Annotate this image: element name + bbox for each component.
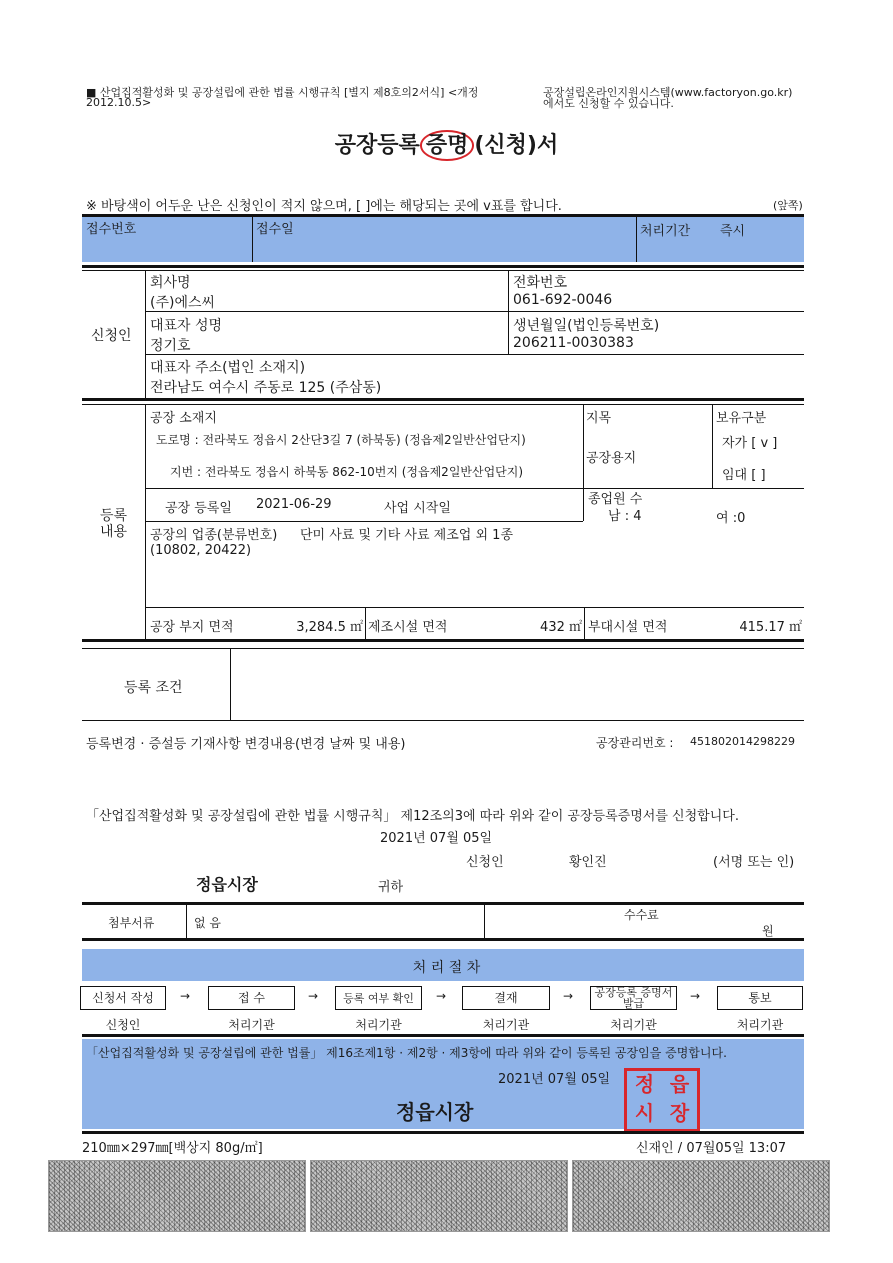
mfg-area-label: 제조시설 면적 — [368, 620, 448, 635]
step-approval: 결재 — [462, 986, 550, 1010]
certification-statement: 「산업집적활성화 및 공장설립에 관한 법률」 제16조제1항 · 제2항 · 제3항에 따라 위와 같이 등록된 공장임을 증명합니다. — [86, 1046, 727, 1060]
registration-date-label: 공장 등록일 — [165, 501, 232, 516]
change-history-label: 등록변경 · 증설등 기재사항 변경내용(변경 날짜 및 내용) — [86, 737, 406, 752]
address-label: 대표자 주소(법인 소재지) — [150, 360, 306, 376]
management-number-label: 공장관리번호 : — [596, 736, 674, 750]
online-system-note: 공장설립온라인지원시스템(www.factoryon.go.kr) — [543, 86, 793, 99]
business-start-label: 사업 시작일 — [384, 501, 451, 516]
online-system-note-2: 에서도 신청할 수 있습니다. — [543, 97, 674, 110]
actor-issue: 처리기관 — [610, 1018, 657, 1032]
recipient: 정읍시장 — [196, 875, 258, 894]
step-issue: 공장등록 증명서발급 — [590, 986, 677, 1010]
aux-area-value: 415.17 ㎡ — [739, 620, 802, 635]
site-area-label: 공장 부지 면적 — [150, 620, 234, 635]
applicant-section-label: 신청인 — [91, 328, 132, 344]
receipt-row — [82, 216, 804, 262]
recipient-suffix: 귀하 — [378, 880, 404, 895]
certification-issuer: 정읍시장 — [396, 1100, 474, 1124]
seal-char-1: 정 — [634, 1072, 655, 1096]
process-title: 처 리 절 차 — [412, 960, 481, 976]
industry-label: 공장의 업종(분류번호) — [150, 528, 278, 543]
phone-label: 전화번호 — [513, 275, 568, 291]
actor-approval: 처리기관 — [482, 1018, 530, 1032]
processing-period-value: 즉시 — [720, 224, 746, 239]
birth-reg-value: 206211-0030383 — [513, 335, 634, 351]
employee-female: 여 :0 — [716, 511, 746, 526]
certification-date: 2021년 07월 05일 — [498, 1072, 611, 1087]
signature-label: (서명 또는 인) — [713, 855, 795, 870]
paper-spec: 210㎜×297㎜[백상지 80g/㎡] — [82, 1141, 263, 1156]
receipt-date-label: 접수일 — [256, 222, 294, 237]
factory-location-label: 공장 소재지 — [150, 411, 217, 426]
law-reference: ■ 산업집적활성화 및 공장설립에 관한 법률 시행규칙 [별지 제8호의2서식] <개정 — [86, 86, 479, 99]
title-part2: (신청)서 — [474, 133, 559, 158]
title-part1: 공장등록 — [334, 133, 420, 158]
application-date: 2021년 07월 05일 — [380, 831, 493, 846]
ownership-label: 보유구분 — [716, 411, 767, 426]
security-barcode-2 — [310, 1160, 568, 1232]
receipt-number-label: 접수번호 — [86, 222, 137, 237]
step-application: 신청서 작성 — [80, 986, 166, 1010]
registration-date-value: 2021-06-29 — [256, 497, 332, 512]
applicant-label: 신청인 — [466, 855, 504, 870]
step-receipt: 접 수 — [208, 986, 295, 1010]
issuance-stamp: 신재인 / 07월05일 13:07 — [636, 1141, 787, 1156]
attachments-label: 첨부서류 — [108, 916, 155, 930]
arrow-1: → — [180, 989, 191, 1003]
law-revision-date: 2012.10.5> — [86, 96, 152, 109]
seal-char-3: 시 — [634, 1101, 655, 1125]
company-name-value: (주)에스씨 — [150, 295, 216, 311]
site-area-value: 3,284.5 ㎡ — [296, 620, 363, 635]
arrow-2: → — [308, 989, 319, 1003]
lot-address: 지번 : 전라북도 정읍시 하북동 862-10번지 (정읍제2일반산업단지) — [170, 465, 524, 479]
fee-unit: 원 — [762, 924, 774, 938]
actor-verify: 처리기관 — [355, 1018, 402, 1032]
step-verify: 등록 여부 확인 — [335, 986, 422, 1010]
registration-section-label-1: 등록 — [100, 508, 128, 524]
seal-char-4: 장 — [669, 1101, 690, 1125]
application-statement: 「산업집적활성화 및 공장설립에 관한 법률 시행규칙」 제12조의3에 따라 위와 같이 공장등록증명서를 신청합니다. — [86, 809, 739, 824]
security-barcode-1 — [48, 1160, 306, 1232]
processing-period-label: 처리기간 — [640, 224, 691, 239]
land-category-value: 공장용지 — [586, 451, 637, 466]
aux-area-label: 부대시설 면적 — [588, 620, 668, 635]
title-circled: 증명 — [420, 130, 475, 161]
arrow-5: → — [690, 989, 701, 1003]
representative-label: 대표자 성명 — [150, 318, 223, 334]
actor-applicant: 신청인 — [105, 1018, 141, 1032]
mfg-area-value: 432 ㎡ — [540, 620, 582, 635]
attachments-value: 없 음 — [194, 916, 221, 930]
ownership-rent: 임대 [ ] — [722, 468, 766, 483]
security-barcode-3 — [572, 1160, 830, 1232]
front-side-label: (앞쪽) — [773, 199, 803, 212]
employee-male: 남 : 4 — [608, 509, 642, 524]
industry-codes: (10802, 20422) — [150, 543, 252, 558]
registration-section-label-2: 내용 — [100, 524, 128, 540]
actor-notify: 처리기관 — [736, 1018, 784, 1032]
seal-char-2: 읍 — [669, 1072, 690, 1096]
official-seal — [624, 1068, 700, 1132]
conditions-label: 등록 조건 — [124, 680, 183, 696]
arrow-3: → — [436, 989, 447, 1003]
arrow-4: → — [563, 989, 574, 1003]
instruction-note: ※ 바탕색이 어두운 난은 신청인이 적지 않으며, [ ]에는 해당되는 곳에 v표를 합니다. — [86, 199, 562, 214]
industry-value: 단미 사료 및 기타 사료 제조업 외 1종 — [300, 528, 514, 543]
ownership-self: 자가 [ v ] — [722, 436, 778, 451]
actor-receipt: 처리기관 — [228, 1018, 275, 1032]
step-notify: 통보 — [717, 986, 803, 1010]
employee-count-label: 종업원 수 — [588, 492, 643, 507]
phone-value: 061-692-0046 — [513, 292, 613, 308]
land-category-label: 지목 — [586, 411, 612, 426]
page-title — [0, 128, 893, 159]
company-name-label: 회사명 — [150, 275, 191, 291]
birth-reg-label: 생년월일(법인등록번호) — [513, 318, 660, 334]
applicant-name: 황인진 — [569, 855, 607, 870]
representative-value: 정기호 — [150, 338, 191, 354]
address-value: 전라남도 여수시 주동로 125 (주삼동) — [150, 380, 382, 396]
road-address: 도로명 : 전라북도 정읍시 2산단3길 7 (하북동) (정읍제2일반산업단지) — [156, 433, 526, 447]
fee-label: 수수료 — [624, 908, 659, 922]
management-number-value: 451802014298229 — [690, 735, 795, 748]
